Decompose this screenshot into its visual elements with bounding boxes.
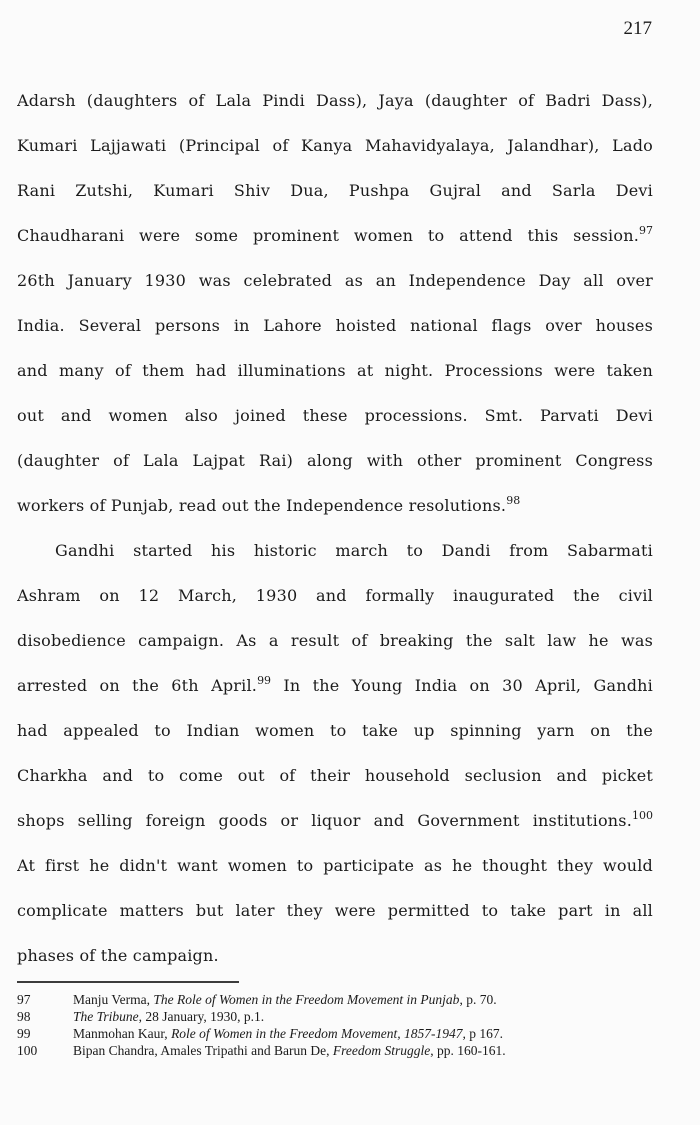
footnote-text (73, 1042, 677, 1059)
body-line (17, 933, 653, 978)
footnote-number: 98 (17, 1009, 31, 1024)
text-segment: Charkha and to come out of their household seclusion and picket (17, 766, 653, 785)
italic-title-segment: Role of Women in the Freedom Movement, 1857-1947, (171, 1026, 466, 1041)
footnote-ref: 100 (632, 809, 653, 822)
body-line (17, 798, 653, 843)
text-segment: p 167. (465, 1026, 503, 1041)
footnote-number: 100 (17, 1043, 38, 1058)
body-line (17, 618, 653, 663)
page-number: 217 (623, 18, 652, 39)
text-segment: In the Young India on 30 April, Gandhi (271, 676, 653, 695)
body-line (17, 528, 653, 573)
text-segment: 26th January 1930 was celebrated as an Independence Day all over (17, 271, 653, 290)
footnote-item (17, 1042, 677, 1059)
text-segment: India. Several persons in Lahore hoisted national flags over houses (17, 316, 653, 335)
footnote-number: 97 (17, 992, 31, 1007)
footnote-number: 99 (17, 1026, 31, 1041)
footnote-text (73, 991, 677, 1008)
text-segment: Manju Verma, (73, 992, 154, 1007)
footnotes (17, 991, 677, 1059)
footnote-text (73, 1008, 677, 1025)
footnote-ref: 97 (639, 224, 653, 237)
body-line (17, 753, 653, 798)
footnote-ref: 98 (506, 494, 521, 507)
footnote-item (17, 1025, 677, 1042)
text-segment: arrested on the 6th April. (17, 676, 258, 695)
text-segment: and many of them had illuminations at night. Processions were taken (17, 361, 653, 380)
text-segment: complicate matters but later they were permitted to take part in all (17, 901, 653, 920)
text-segment: , pp. 160-161. (430, 1043, 506, 1058)
text-segment: Kumari Lajjawati (Principal of Kanya Mahavidyalaya, Jalandhar), Lado (17, 136, 653, 155)
body-line (17, 258, 653, 303)
text-segment: (daughter of Lala Lajpat Rai) along with other prominent Congress (17, 451, 653, 470)
text-segment: shops selling foreign goods or liquor and Government institutions. (17, 811, 632, 830)
body-line (17, 168, 653, 213)
body-line (17, 303, 653, 348)
body-line (17, 213, 653, 258)
body-line (17, 393, 653, 438)
italic-title-segment: Freedom Struggle (332, 1043, 431, 1058)
body-text (17, 78, 653, 978)
footnote-item (17, 991, 677, 1008)
text-segment: Chaudharani were some prominent women to attend this session. (17, 226, 639, 245)
text-segment: Rani Zutshi, Kumari Shiv Dua, Pushpa Gujral and Sarla Devi (17, 181, 653, 200)
text-segment: Manmohan Kaur, (73, 1026, 172, 1041)
text-segment: , 28 January, 1930, p.1. (138, 1009, 265, 1024)
text-segment: At first he didn't want women to participate as he thought they would (17, 856, 653, 875)
body-line (17, 348, 653, 393)
text-segment: Gandhi started his historic march to Dandi from Sabarmati (55, 541, 653, 560)
body-line (17, 123, 653, 168)
text-segment: workers of Punjab, read out the Independence resolutions. (17, 496, 507, 515)
text-segment: phases of the campaign. (17, 946, 219, 965)
body-line (17, 708, 653, 753)
text-segment: , p. 70. (459, 992, 497, 1007)
text-segment: had appealed to Indian women to take up spinning yarn on the (17, 721, 653, 740)
body-line (17, 573, 653, 618)
body-line (17, 78, 653, 123)
body-line (17, 663, 653, 708)
footnote-separator (17, 981, 239, 983)
text-segment: Ashram on 12 March, 1930 and formally inaugurated the civil (17, 586, 653, 605)
body-line (17, 888, 653, 933)
italic-title-segment: The Tribune (73, 1009, 139, 1024)
footnote-ref: 99 (257, 674, 272, 687)
footnote-text (73, 1025, 677, 1042)
text-segment: Adarsh (daughters of Lala Pindi Dass), Jaya (daughter of Badri Dass), (17, 91, 653, 110)
body-line (17, 483, 653, 528)
body-line (17, 438, 653, 483)
italic-title-segment: The Role of Women in the Freedom Movement in Punjab (153, 992, 460, 1007)
text-segment: disobedience campaign. As a result of breaking the salt law he was (17, 631, 653, 650)
text-segment: Bipan Chandra, Amales Tripathi and Barun De, (73, 1043, 333, 1058)
text-segment: out and women also joined these processions. Smt. Parvati Devi (17, 406, 653, 425)
body-line (17, 843, 653, 888)
footnote-item (17, 1008, 677, 1025)
